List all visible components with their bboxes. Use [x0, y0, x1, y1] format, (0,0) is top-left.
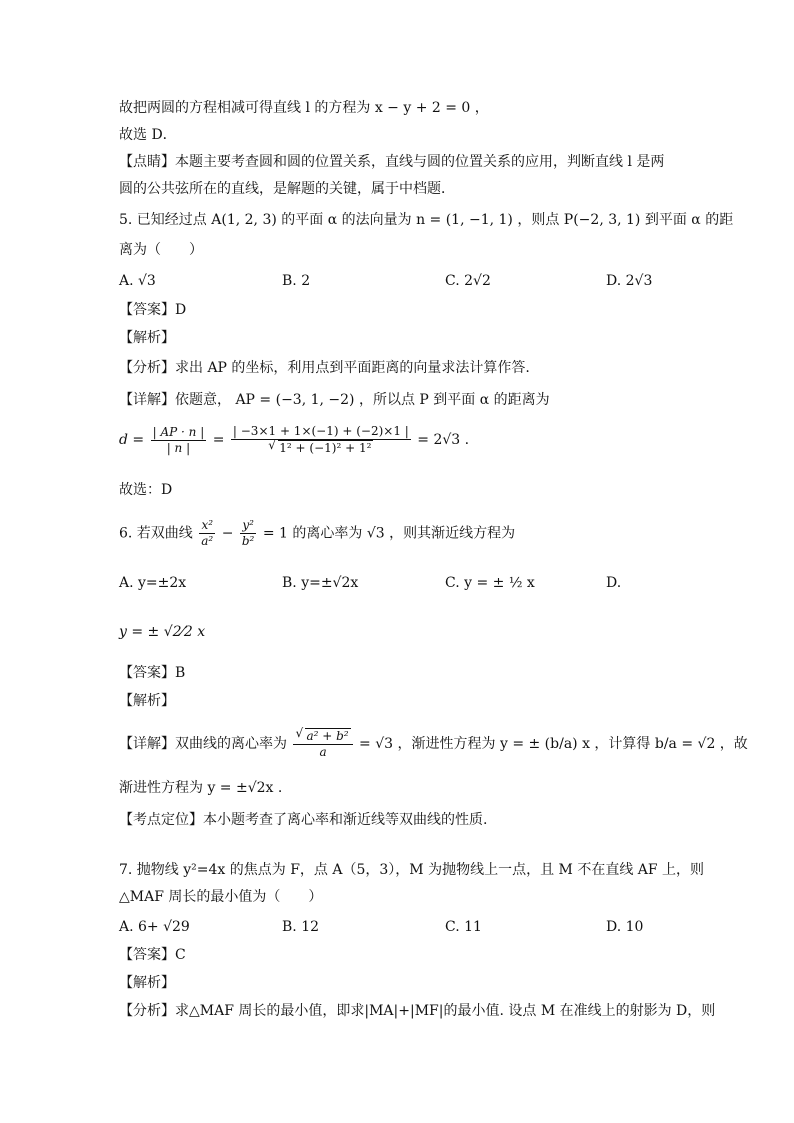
question-7-cont: △MAF 周长的最小值为（ ） [119, 889, 323, 905]
analysis-6-xiangjie: 【详解】双曲线的离心率为 √ $\frac{\text{a² + b²}}{a}$ = √3 ，渐进性方程为 y = ± (b/a) x ，计算得 b/a = √2 ，故 [119, 728, 748, 760]
answer-5: 【答案】D [119, 302, 187, 318]
q7-option-b: B. 12 [282, 919, 320, 935]
fraction: √ $\frac{\text{a² + b²}}{a}$ [293, 728, 352, 760]
text-line: 故把两圆的方程相减可得直线 l 的方程为 x − y + 2 = 0 ， [119, 100, 489, 116]
fraction: $\frac{\text{y²}}{\text{b²}}$ [241, 518, 255, 548]
q7-option-d: D. 10 [606, 919, 644, 935]
q6-option-d: D. [606, 575, 622, 591]
analysis-7-fenxi: 【分析】求△MAF 周长的最小值，即求|MA|+|MF|的最小值. 设点 M 在准线上的射影为 D，则 [119, 1003, 716, 1019]
formula-5: d = $\frac{| AP \cdot n |}{| n |}$ = | −3×1 + 1×(−1) + (−2)×1 | √ 1² + (−1)² + 1² = 2√3 . [119, 424, 469, 456]
fraction: | −3×1 + 1×(−1) + (−2)×1 | √ 1² + (−1)² + 1² [231, 424, 411, 456]
fraction: $\frac{| AP \cdot n |}{| n |}$ [152, 424, 205, 455]
q6-option-b: B. y=±√2x [282, 575, 359, 591]
fraction: $\frac{\text{x²}}{\text{a²}}$ [201, 518, 214, 548]
answer-6: 【答案】B [119, 665, 186, 681]
text-line: 圆的公共弦所在的直线，是解题的关键，属于中档题． [119, 181, 455, 197]
question-6: 6. 若双曲线 $\frac{\text{x²}}{\text{a²}}$ − $\frac{\text{y²}}{\text{b²}}$ = 1 的离心率为 √3 ，则其渐近线方程为 [119, 518, 516, 548]
q6-option-c: C. y = ± ½ x [445, 575, 535, 591]
q7-option-c: C. 11 [445, 919, 482, 935]
q5-option-a: A. √3 [119, 273, 156, 289]
analysis-5-fenxi: 【分析】求出 AP 的坐标，利用点到平面距离的向量求法计算作答. [119, 360, 530, 376]
q6-option-a: A. y=±2x [119, 575, 187, 591]
q5-option-c: C. 2√2 [445, 273, 491, 289]
q7-option-a: A. 6+ √29 [119, 919, 190, 935]
analysis-6-heading: 【解析】 [119, 693, 175, 709]
question-7: 7. 抛物线 y²=4x 的焦点为 F，点 A（5，3），M 为抛物线上一点，且 M 不在直线 AF 上，则 [119, 862, 705, 878]
choose-5: 故选：D [119, 482, 173, 498]
q5-option-d: D. 2√3 [606, 273, 653, 289]
answer-7: 【答案】C [119, 947, 186, 963]
analysis-5-xiangjie: 【详解】依题意， AP = (−3, 1, −2) ，所以点 P 到平面 α 的距离为 [119, 392, 550, 408]
kaodian-6: 【考点定位】本小题考查了离心率和渐近线等双曲线的性质. [119, 812, 488, 828]
question-5: 5. 已知经过点 A(1, 2, 3) 的平面 α 的法向量为 n = (1, −1, 1) ，则点 P(−2, 3, 1) 到平面 α 的距 [119, 212, 734, 228]
analysis-7-heading: 【解析】 [119, 975, 175, 991]
text-line: 故选 D． [119, 127, 177, 143]
q6-option-d-value: y = ± √2⁄2 x [119, 624, 206, 640]
question-5-cont: 离为（ ） [119, 242, 203, 258]
q5-option-b: B. 2 [282, 273, 311, 289]
analysis-5-heading: 【解析】 [119, 330, 175, 346]
text-line: 【点睛】本题主要考查圆和圆的位置关系，直线与圆的位置关系的应用，判断直线 l 是两 [119, 154, 665, 170]
analysis-6-cont: 渐进性方程为 y = ±√2x . [119, 780, 283, 796]
